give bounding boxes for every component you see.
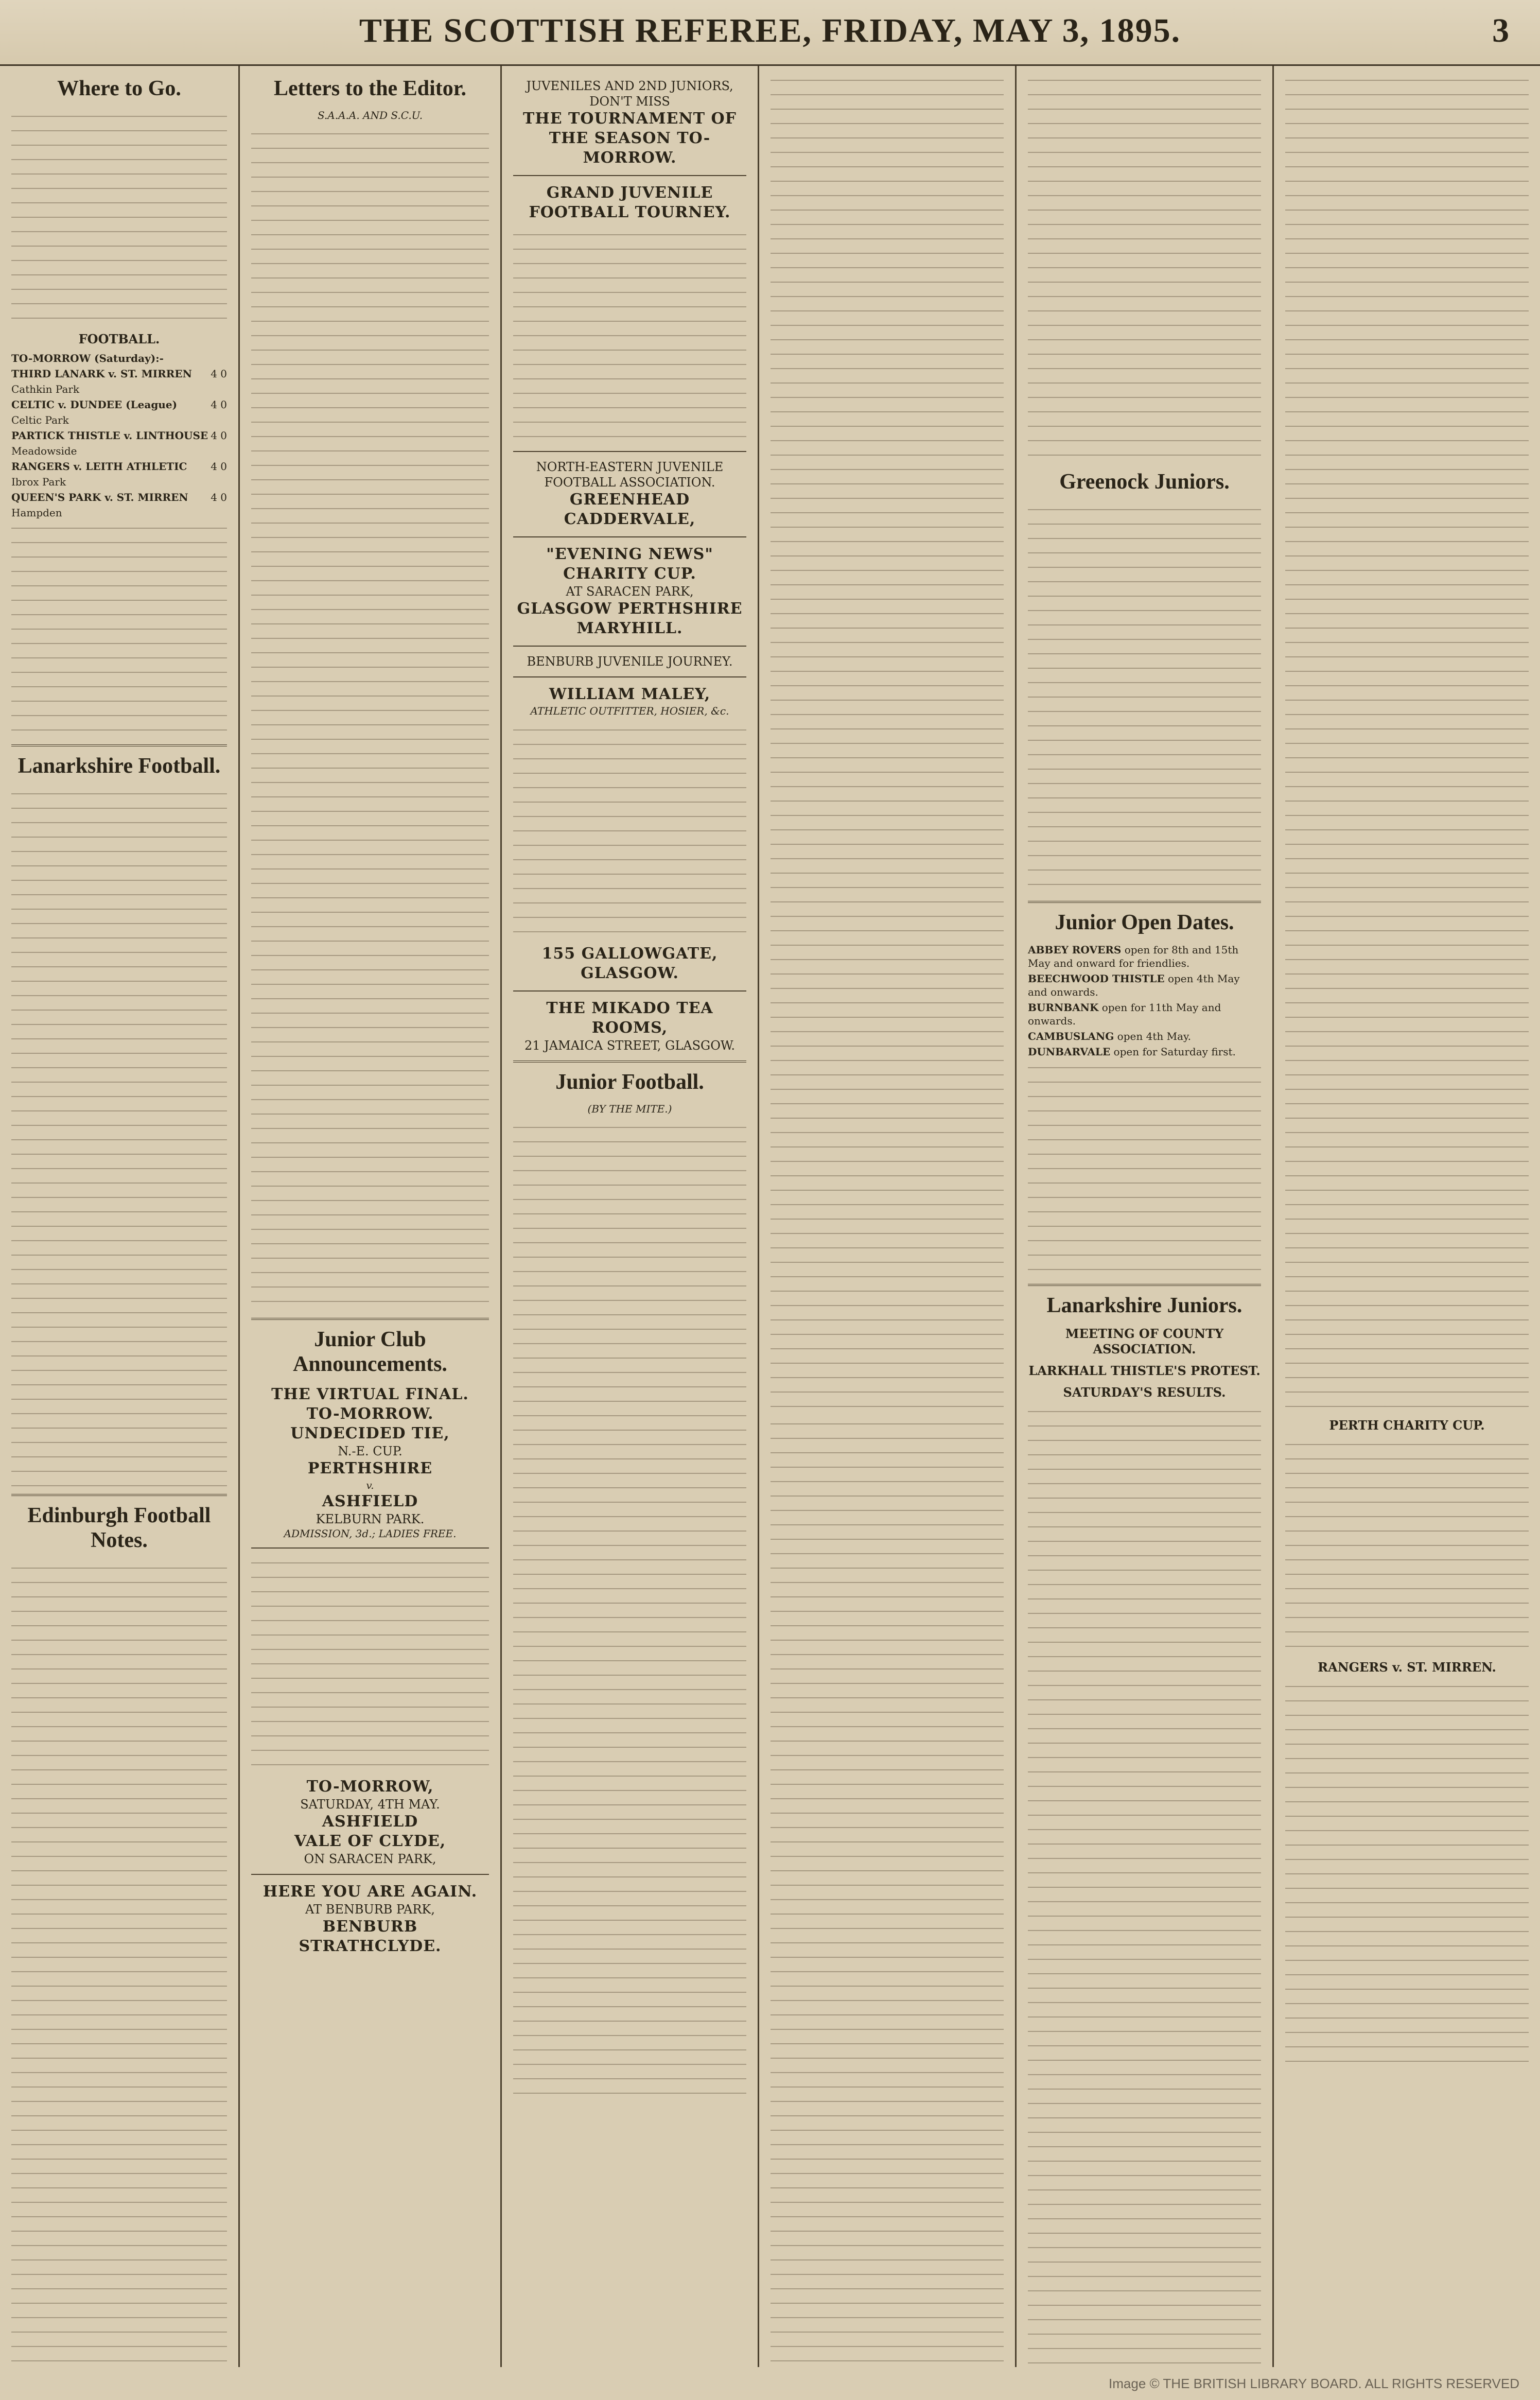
divider <box>251 1874 489 1875</box>
fixture-venue: Hampden <box>11 507 62 519</box>
text-block <box>771 73 1004 1412</box>
text-block <box>11 1561 227 2367</box>
divider <box>513 175 746 176</box>
divider <box>251 1318 489 1320</box>
text-block <box>251 127 489 1311</box>
fixture-venue: Meadowside <box>11 445 77 457</box>
results-subheading: SATURDAY'S RESULTS. <box>1063 1385 1226 1400</box>
divider <box>513 1060 746 1063</box>
text-block <box>1028 1060 1261 1277</box>
fixture-venue: Cathkin Park <box>11 383 80 395</box>
open-dates-heading: Junior Open Dates. <box>1055 911 1234 934</box>
today-label: TO-MORROW (Saturday):- <box>11 352 164 364</box>
divider <box>513 676 746 677</box>
larkhall-subheading: LARKHALL THISTLE'S PROTEST. <box>1028 1363 1261 1378</box>
open-date-entry: DUNBARVALE open for Saturday first. <box>1028 1046 1236 1058</box>
text-block <box>513 723 746 939</box>
lanarkshire-juniors-heading: Lanarkshire Juniors. <box>1046 1294 1242 1317</box>
text-block <box>251 1556 489 1772</box>
text-block <box>1028 502 1261 894</box>
text-block <box>1285 1679 1529 2071</box>
fixture-row: CELTIC v. DUNDEE (League) 4 0 <box>11 398 227 411</box>
text-block <box>11 521 227 737</box>
tournament-ad: JUVENILES AND 2ND JUNIORS, DON'T MISS THE TOURNAMENT OF THE SEASON TO-MORROW. <box>523 79 737 167</box>
masthead <box>0 0 1540 66</box>
maley-address: 155 GALLOWGATE, GLASGOW. <box>541 945 718 982</box>
open-date-entry: ABBEY ROVERS open for 8th and 15th May and onward for friendlies. <box>1028 944 1239 969</box>
image-credit: Image © THE BRITISH LIBRARY BOARD. ALL RIGHTS RESERVED <box>1109 2376 1519 2391</box>
benburb-journey-ad: BENBURB JUVENILE JOURNEY. <box>527 654 733 669</box>
mikado-ad: THE MIKADO TEA ROOMS, 21 JAMAICA STREET, GLASGOW. <box>524 999 735 1053</box>
where-to-go-heading: Where to Go. <box>57 77 181 100</box>
divider <box>251 1547 489 1549</box>
text-block <box>1285 1437 1529 1654</box>
text-block <box>1028 1404 1261 2367</box>
maley-ad: WILLIAM MALEY, ATHLETIC OUTFITTER, HOSIER, &c. <box>530 685 729 717</box>
letters-heading: Letters to the Editor. <box>273 77 467 100</box>
newspaper-title: THE SCOTTISH REFEREE, FRIDAY, MAY 3, 1895. <box>359 12 1181 49</box>
north-eastern-ad: NORTH-EASTERN JUVENILE FOOTBALL ASSOCIATION. GREENHEAD CADDERVALE, <box>536 460 724 528</box>
divider <box>11 744 227 746</box>
divider <box>1028 1284 1261 1286</box>
fixture-venue: Ibrox Park <box>11 476 66 488</box>
letter-subheading: S.A.A.A. AND S.C.U. <box>317 109 423 121</box>
evening-news-ad: "EVENING NEWS" CHARITY CUP. AT SARACEN PARK, GLASGOW PERTHSHIRE MARYHILL. <box>517 545 743 637</box>
column-3 <box>502 66 759 2367</box>
grand-juvenile-ad: GRAND JUVENILE FOOTBALL TOURNEY. <box>529 184 731 221</box>
junior-byline: (BY THE MITE.) <box>587 1103 672 1115</box>
open-date-entry: CAMBUSLANG open 4th May. <box>1028 1030 1191 1042</box>
text-block <box>771 1417 1004 2367</box>
text-block <box>11 109 227 325</box>
divider <box>513 990 746 992</box>
columns-container <box>0 66 1540 2367</box>
lanarkshire-football-heading: Lanarkshire Football. <box>18 754 221 778</box>
ashfield-ad: TO-MORROW, SATURDAY, 4TH MAY. ASHFIELD VALE OF CLYDE, ON SARACEN PARK, <box>294 1778 446 1866</box>
junior-football-heading: Junior Football. <box>555 1070 704 1094</box>
divider <box>11 1494 227 1496</box>
text-block <box>513 1120 746 2098</box>
fixture-row: RANGERS v. LEITH ATHLETIC 4 0 <box>11 460 227 473</box>
text-block <box>1285 73 1529 1412</box>
column-5 <box>1017 66 1274 2367</box>
virtual-final-ad: THE VIRTUAL FINAL. TO-MORROW. UNDECIDED TIE, N.-E. CUP. PERTHSHIRE v. ASHFIELD KELBURN PARK. ADMISSION, 3d.; LADIES FREE. <box>271 1385 469 1540</box>
open-date-entry: BURNBANK open for 11th May and onwards. <box>1028 1001 1221 1027</box>
column-1 <box>0 66 240 2367</box>
text-block <box>1028 73 1261 464</box>
divider <box>513 536 746 537</box>
text-block <box>11 787 227 1487</box>
rangers-st-mirren-heading: RANGERS v. ST. MIRREN. <box>1318 1660 1496 1675</box>
page-number: 3 <box>1492 12 1509 49</box>
column-2 <box>240 66 502 2367</box>
greenock-juniors-heading: Greenock Juniors. <box>1059 470 1230 494</box>
edinburgh-notes-heading: Edinburgh Football Notes. <box>27 1504 211 1552</box>
junior-club-heading: Junior Club Announcements. <box>293 1328 447 1376</box>
fixture-row: QUEEN'S PARK v. ST. MIRREN 4 0 <box>11 491 227 503</box>
open-date-entry: BEECHWOOD THISTLE open 4th May and onwards. <box>1028 972 1240 998</box>
divider <box>513 451 746 452</box>
benburb-ad: HERE YOU ARE AGAIN. AT BENBURB PARK, BENBURB STRATHCLYDE. <box>262 1883 478 1955</box>
football-heading: FOOTBALL. <box>78 332 160 346</box>
fixture-row: PARTICK THISTLE v. LINTHOUSE 4 0 <box>11 429 227 442</box>
fixture-venue: Celtic Park <box>11 414 69 426</box>
fixture-row: THIRD LANARK v. ST. MIRREN 4 0 <box>11 368 227 380</box>
column-4 <box>759 66 1017 2367</box>
meeting-subheading: MEETING OF COUNTY ASSOCIATION. <box>1065 1326 1224 1356</box>
divider <box>513 646 746 647</box>
column-6 <box>1274 66 1540 2367</box>
text-block <box>513 228 746 444</box>
perth-charity-cup-heading: PERTH CHARITY CUP. <box>1329 1418 1485 1433</box>
divider <box>1028 901 1261 903</box>
